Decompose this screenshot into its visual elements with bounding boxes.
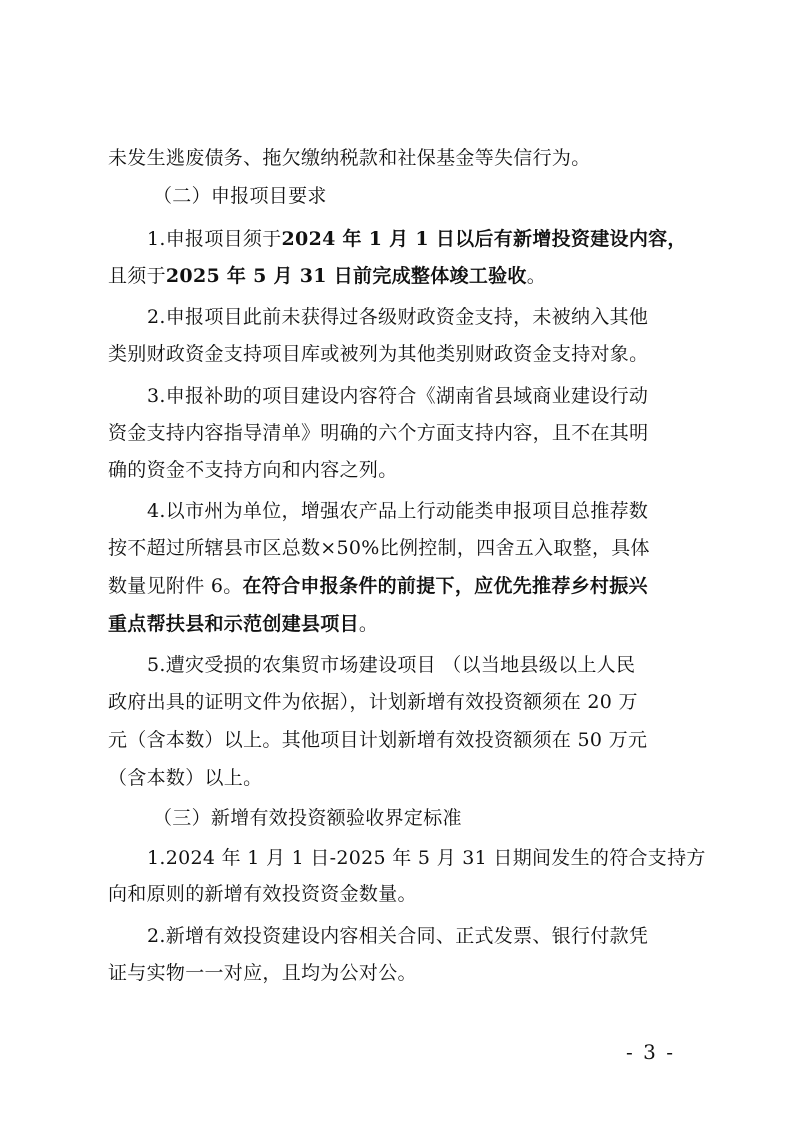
text-line: 资金支持内容指导清单》明确的六个方面支持内容，且不在其明 [108, 422, 649, 444]
bold-text: 2025 年 5 月 31 日前完成整体竣工验收 [165, 265, 527, 287]
text-line: 未发生逃废债务、拖欠缴纳税款和社保基金等失信行为。 [108, 147, 591, 169]
paragraph-line [108, 536, 650, 560]
bold-text: 2024 年 1 月 1 日以后有新增投资建设内容， [281, 228, 687, 250]
paragraph-line [147, 924, 648, 948]
text-line: 2.新增有效投资建设内容相关合同、正式发票、银行付款凭 [147, 925, 649, 947]
bold-text: 在符合申报条件的前提下，应优先推荐乡村振兴 [242, 575, 648, 597]
heading-text: （二）申报项目要求 [153, 185, 327, 207]
paragraph-line [108, 690, 638, 714]
paragraph-line [147, 846, 706, 870]
paragraph-line [108, 264, 546, 288]
text-line: 且须于 [108, 265, 166, 287]
paragraph-line [108, 146, 591, 170]
text-line: 元（含本数）以上。其他项目计划新增有效投资额须在 50 万元 [108, 729, 648, 751]
paragraph-line [108, 728, 647, 752]
paragraph-line [108, 882, 417, 906]
text-line: 1.2024 年 1 月 1 日-2025 年 5 月 31 日期间发生的符合支持方 [147, 847, 706, 869]
paragraph-line [108, 612, 378, 636]
text-line: （含本数）以上。 [108, 767, 263, 789]
text-line: 按不超过所辖县市区总数×50%比例控制，四舍五入取整，具体 [108, 537, 650, 559]
text-line: 1.申报项目须于 [147, 228, 282, 250]
heading-text: （三）新增有效投资额验收界定标准 [153, 807, 462, 829]
paragraph-line [108, 766, 262, 790]
text-line: 证与实物一一对应，且均为公对公。 [108, 962, 417, 984]
paragraph-line [147, 384, 648, 408]
text-line: 数量见附件 6。 [108, 575, 243, 597]
text-line: 4.以市州为单位，增强农产品上行动能类申报项目总推荐数 [147, 500, 649, 522]
paragraph-line [108, 961, 417, 985]
paragraph-line [147, 305, 648, 329]
paragraph-line [108, 574, 648, 598]
page-number: - 3 - [626, 1040, 675, 1064]
text-line: 。 [526, 265, 547, 287]
paragraph-line [108, 342, 648, 366]
text-line: 5.遭灾受损的农集贸市场建设项目 （以当地县级以上人民 [147, 654, 636, 676]
paragraph-line [147, 499, 648, 523]
text-line: 政府出具的证明文件为依据），计划新增有效投资额须在 20 万 [108, 691, 638, 713]
paragraph-line [147, 227, 687, 251]
paragraph-line [108, 458, 398, 482]
paragraph-line [147, 653, 635, 677]
text-line: 2.申报项目此前未获得过各级财政资金支持，未被纳入其他 [147, 306, 649, 328]
text-line: 。 [358, 613, 379, 635]
text-line: 确的资金不支持方向和内容之列。 [108, 459, 398, 481]
section-heading-2 [153, 184, 327, 208]
bold-text: 重点帮扶县和示范创建县项目 [108, 613, 359, 635]
section-heading-3 [153, 806, 462, 830]
text-line: 3.申报补助的项目建设内容符合《湖南省县域商业建设行动 [147, 385, 649, 407]
paragraph-line [108, 421, 648, 445]
text-line: 类别财政资金支持项目库或被列为其他类别财政资金支持对象。 [108, 343, 649, 365]
text-line: 向和原则的新增有效投资资金数量。 [108, 883, 417, 905]
